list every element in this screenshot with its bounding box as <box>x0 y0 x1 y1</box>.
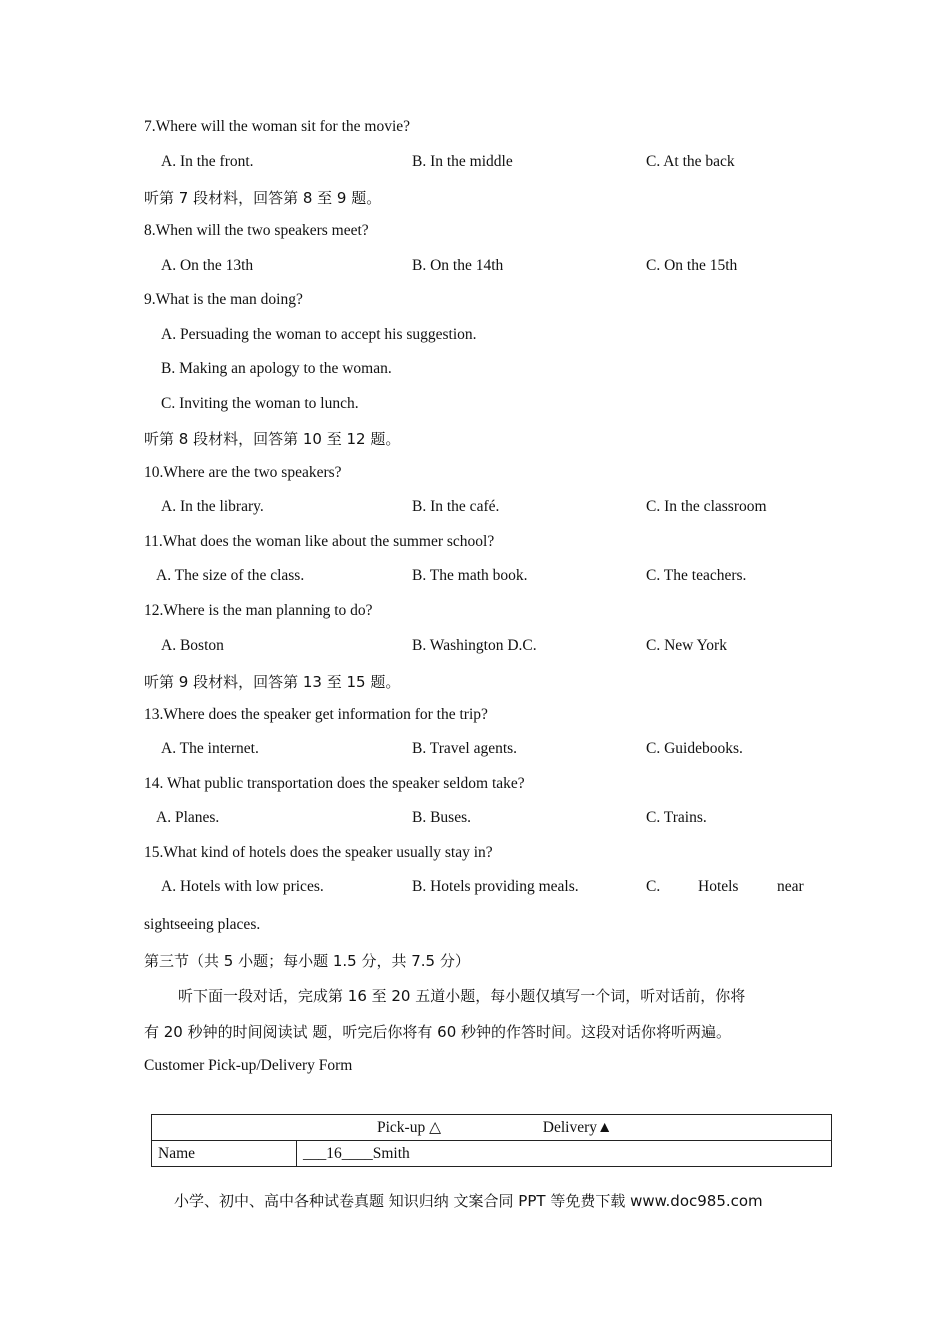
q8-option-c: C. On the 15th <box>646 257 738 274</box>
question-7: 7.Where will the woman sit for the movie? <box>144 118 411 135</box>
q11-option-b: B. The math book. <box>412 567 528 584</box>
q12-option-b: B. Washington D.C. <box>412 637 537 654</box>
part-3-instructions-line1: 听下面一段对话，完成第 16 至 20 五道小题，每小题仅填写一个词，听对话前，你将 <box>178 987 746 1005</box>
question-10: 10.Where are the two speakers? <box>144 464 342 481</box>
part-3-instructions-line2: 有 20 秒钟的时间阅读试 题，听完后你将有 60 秒钟的作答时间。这段对话你将听两遍。 <box>144 1023 732 1041</box>
q10-option-a: A. In the library. <box>161 498 264 515</box>
q15-option-c-word1: Hotels <box>698 878 739 895</box>
section-9-heading: 听第 9 段材料，回答第 13 至 15 题。 <box>144 673 401 691</box>
q14-option-c: C. Trains. <box>646 809 707 826</box>
q8-option-b: B. On the 14th <box>412 257 504 274</box>
form-header-row <box>152 1115 832 1141</box>
q7-option-b: B. In the middle <box>412 153 513 170</box>
q9-option-a: A. Persuading the woman to accept his suggestion. <box>161 326 477 343</box>
name-label-cell: Name <box>152 1141 297 1167</box>
q7-option-c: C. At the back <box>646 153 735 170</box>
form-row-name <box>152 1141 832 1167</box>
q15-option-b: B. Hotels providing meals. <box>412 878 579 895</box>
section-7-heading: 听第 7 段材料，回答第 8 至 9 题。 <box>144 189 382 207</box>
pickup-delivery-form-table <box>151 1114 832 1167</box>
q14-option-b: B. Buses. <box>412 809 471 826</box>
question-9: 9.What is the man doing? <box>144 291 303 308</box>
question-13: 13.Where does the speaker get information for the trip? <box>144 706 488 723</box>
q7-option-a: A. In the front. <box>161 153 254 170</box>
q15-option-c-continuation: sightseeing places. <box>144 916 261 933</box>
q15-option-a: A. Hotels with low prices. <box>161 878 324 895</box>
q12-option-a: A. Boston <box>161 637 224 654</box>
section-8-heading: 听第 8 段材料，回答第 10 至 12 题。 <box>144 430 401 448</box>
q15-option-c-letter: C. <box>646 878 661 895</box>
part-3-heading: 第三节（共 5 小题；每小题 1.5 分，共 7.5 分） <box>144 952 470 970</box>
delivery-option: Delivery▲ <box>542 1119 613 1136</box>
q11-option-a: A. The size of the class. <box>156 567 305 584</box>
name-value-cell: ___16____Smith <box>297 1141 832 1167</box>
question-11: 11.What does the woman like about the summer school? <box>144 533 495 550</box>
q8-option-a: A. On the 13th <box>161 257 254 274</box>
q12-option-c: C. New York <box>646 637 727 654</box>
question-8: 8.When will the two speakers meet? <box>144 222 369 239</box>
q11-option-c: C. The teachers. <box>646 567 747 584</box>
q10-option-b: B. In the café. <box>412 498 500 515</box>
footer-advertisement: 小学、初中、高中各种试卷真题 知识归纳 文案合同 PPT 等免费下载 www.doc985.com <box>174 1192 763 1210</box>
question-15: 15.What kind of hotels does the speaker usually stay in? <box>144 844 493 861</box>
q9-option-c: C. Inviting the woman to lunch. <box>161 395 359 412</box>
q13-option-c: C. Guidebooks. <box>646 740 743 757</box>
q9-option-b: B. Making an apology to the woman. <box>161 360 392 377</box>
q13-option-b: B. Travel agents. <box>412 740 518 757</box>
question-14: 14. What public transportation does the speaker seldom take? <box>144 775 525 792</box>
q14-option-a: A. Planes. <box>156 809 220 826</box>
q15-option-c-word2: near <box>777 878 804 895</box>
question-12: 12.Where is the man planning to do? <box>144 602 373 619</box>
q13-option-a: A. The internet. <box>161 740 259 757</box>
form-type-cell <box>152 1115 832 1141</box>
form-title: Customer Pick-up/Delivery Form <box>144 1057 353 1074</box>
pickup-option: Pick-up △ <box>377 1119 442 1136</box>
q10-option-c: C. In the classroom <box>646 498 767 515</box>
